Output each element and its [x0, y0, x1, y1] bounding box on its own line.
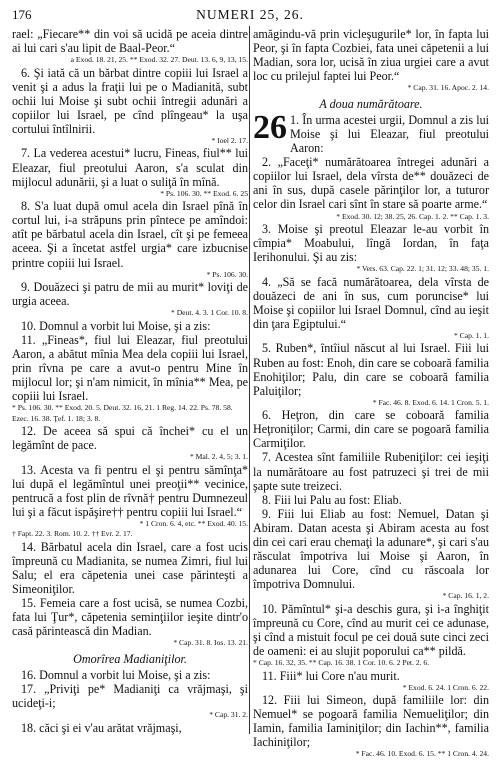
verse: 7. La vederea acestui* lucru, Fineas, fiul** lui Eleazar, fiul preotului Aaron, s'a sculat din mijlocul adunării, şi a luat o suliţă în mînă. [12, 146, 248, 189]
cross-reference: * Cap. 16. 1, 2. [442, 591, 489, 601]
verse: 18. căci şi ei v'au arătat vrăjmaşi, [21, 720, 182, 735]
cross-reference: * Exod. 30. 12; 38. 25, 26. Cap. 1. 2. ** Cap. 1. 3. [336, 211, 489, 221]
verse: 9. Douăzeci şi patru de mii au murit* loviţi de urgia aceea. [12, 280, 248, 309]
right-column [253, 27, 489, 759]
cross-reference: * Mal. 2. 4, 5; 3. 1. [189, 452, 248, 462]
verse: 12. Fiii lui Simeon, după familiile lor: din Nemuel* se pogoară familia Nemueliţilor; din Iamin, familia Iaminiţilor; din Iachin**, familia Iachiniţilor; [253, 693, 489, 750]
verse: 9. Fiii lui Eliab au fost: Nemuel, Datan şi Abiram. Datan acesta şi Abiram acesta au fost din cei cari erau chemaţi la adunare*, şi cari s'au răsculat împotriva lui Moise şi Aaron, în adunarea lui Core, cînd cu răscoala lor împotriva Domnului. [253, 506, 489, 592]
section-heading: Omorîrea Madianiţilor. [73, 651, 187, 666]
verse: 6. Şi iată că un bărbat dintre copiii lui Israel a venit şi a adus la fraţii lui pe o Madianită, subt ochii lui Moise şi subt ochii întregii adunări a copiilor lui Israel, pe cînd plîngeau* la uşa cortului întîlnirii. [12, 65, 248, 136]
verse: 13. Acesta va fi pentru el şi pentru sămînţa* lui după el legămîntul unei preoţii** vecinice, pentrucă a fost plin de rîvnă† pentru Dumnezeul lui şi a făcut ispăşire†† pentru copiii lui Israel.“ [12, 462, 248, 519]
chapter-number: 26 [253, 108, 287, 146]
verse: 2. „Faceţi* numărătoarea întregei adunări a copiilor lui Israel, dela vîrsta de** douăzeci de ani în sus, după casele părinţilor lor, a tuturor celor din Israel cari sînt în stare să poarte arme.“ [253, 155, 489, 212]
cross-reference: * Exod. 6. 24. 1 Cron. 6. 22. [402, 682, 489, 692]
cross-reference: * Cap. 1. 1. [453, 331, 489, 340]
verse: 11. Fiii* lui Core n'au murit. [262, 668, 400, 683]
verse: 7. Acestea sînt familiile Rubeniţilor: cei ieşiţi la numărătoare au fost patruzeci şi trei de mii şapte sute treizeci. [253, 450, 489, 493]
cross-reference: * Cap. 31. 2. [209, 710, 248, 720]
cross-reference: * Ps. 106. 30. ** Exod. 6. 25 [160, 188, 248, 198]
cross-reference: * Cap. 31. 8. Ios. 13. 21. [173, 638, 248, 648]
verse: 16. Domnul a vorbit lui Moise, şi a zis: [21, 667, 211, 682]
verse: 5. Ruben*, întîiul născut al lui Israel. Fiii lui Ruben au fost: Enoh, din care se coboară familia Enohiţilor; Palu, din care se coboară familia Paluiţilor; [253, 341, 489, 398]
verse: 10. Domnul a vorbit lui Moise, şi a zis: [21, 318, 211, 333]
verse: 10. Pămîntul* şi-a deschis gura, şi i-a înghiţit împreună cu Core, cînd au murit cei ce adunase, şi cînd a mistuit focul pe cei două sute cinci zeci de oameni: ei au slujit poporului ca** pildă. [253, 601, 489, 659]
verse: 8. S'a luat după omul acela din Israel pînă în cortul lui, i-a străpuns prin pîntece pe amîndoi: atît pe bărbatul acela din Israel, cît şi pe femeea aceea. Şi a încetat astfel urgia* care izbucnise printre copiii lui Israel. [12, 199, 248, 270]
cross-reference: * Cap. 31. 16. Apoc. 2. 14. [407, 83, 489, 93]
page-number: 176 [12, 7, 32, 22]
cross-reference: * Cap. 16. 32, 35. ** Cap. 16. 38. 1 Cor. 10. 6. 2 Pet. 2. 6. [253, 658, 430, 668]
continuation-text: rael: „Fiecare** din voi să ucidă pe aceia dintre ai lui cari s'au lipit de Baal-Peor.“ [12, 27, 248, 56]
left-column [12, 27, 248, 735]
verse: 11. „Fineas*, fiul lui Eleazar, fiul preotului Aaron, a abătut mînia Mea dela copiii lui Israel, prin rîvna pe care a avut-o pentru Mine în mijlocul lor; şi n'am nimicit, în mînia** Mea, pe copiii lui Israel. [12, 332, 248, 404]
column-divider [249, 26, 250, 734]
verse: 1. În urma acestei urgii, Domnul a zis lui Moise şi lui Eleazar, fiul preotului Aaron: [290, 112, 489, 156]
cross-reference: * Ps. 106. 30. ** Exod. 20. 5. Deut. 32. 16, 21. 1 Reg. 14. 22. Ps. 78. 58. Ezec. 16. 38. Ţef. 1. 18; 3. 8. [12, 403, 233, 423]
cross-reference: * Fac. 46. 10. Exod. 6. 15. ** 1 Cron. 4. 24. [355, 749, 489, 759]
cross-reference: * Vers. 63. Cap. 22. 1; 31. 12; 33. 48; 35. 1. [356, 264, 489, 274]
cross-reference: * Ps. 106. 30. [206, 269, 248, 279]
cross-reference: * 1 Cron. 6. 4, etc. ** Exod. 40. 15. [139, 518, 248, 528]
verse: 14. Bărbatul acela din Israel, care a fost ucis împreună cu Madianita, se numea Zimri, fiul lui Salu; el era căpetenia unei case părinteşti a Simeoniţilor. [12, 539, 248, 597]
verse: 8. Fiii lui Palu au fost: Eliab. [262, 492, 402, 507]
verse: 3. Moise şi preotul Eleazar le-au vorbit în cîmpia* Moabului, lîngă Iordan, în faţa Ierihonului. Şi au zis: [253, 221, 489, 265]
cross-reference: * Deut. 4. 3. 1 Cor. 10. 8. [171, 308, 248, 318]
verse: 15. Femeia care a fost ucisă, se numea Cozbi, fata lui Ţur*, căpetenia seminţiilor ieşite dintr'o casă părintească din Madian. [12, 596, 248, 639]
chapter-start [253, 108, 489, 156]
page-header [12, 7, 488, 25]
verse: 6. Heţron, din care se coboară familia Heţroniţilor; Carmi, din care se pogoară familia Carmiţilor. [253, 408, 489, 451]
section-heading: A doua numărătoare. [319, 96, 423, 111]
cross-reference: † Fapt. 22. 3. Rom. 10. 2. †† Evr. 2. 17. [12, 529, 133, 539]
running-title: NUMERI 25, 26. [196, 7, 304, 22]
verse: 17. „Priviţi pe* Madianiţi ca vrăjmaşi, şi ucideţi-i; [12, 682, 248, 711]
cross-reference: * Ioel 2. 17. [211, 136, 248, 146]
cross-reference: * Fac. 46. 8. Exod. 6. 14. 1 Cron. 5. 1. [372, 397, 489, 407]
cross-reference: a Exod. 18. 21, 25. ** Exod. 32. 27. Deut. 13. 6, 9, 13, 15. [70, 55, 248, 65]
verse: 4. „Să se facă numărătoarea, dela vîrsta de douăzeci de ani în sus, cum poruncise* lui Moise şi copiilor lui Israel Domnul, cînd au ieşit din ţara Egiptului.“ [253, 274, 489, 331]
verse: 12. De aceea să spui că închei* cu el un legămînt de pace. [12, 424, 248, 453]
continuation-text: amăgindu-vă prin vicleşugurile* lor, în fapta lui Peor, şi în fapta Cozbiei, fata unei căpetenii a lui Madian, sora lor, ucisă în ziua urgiei care a avut loc cu prilejul faptei lui Peor.“ [253, 27, 489, 84]
